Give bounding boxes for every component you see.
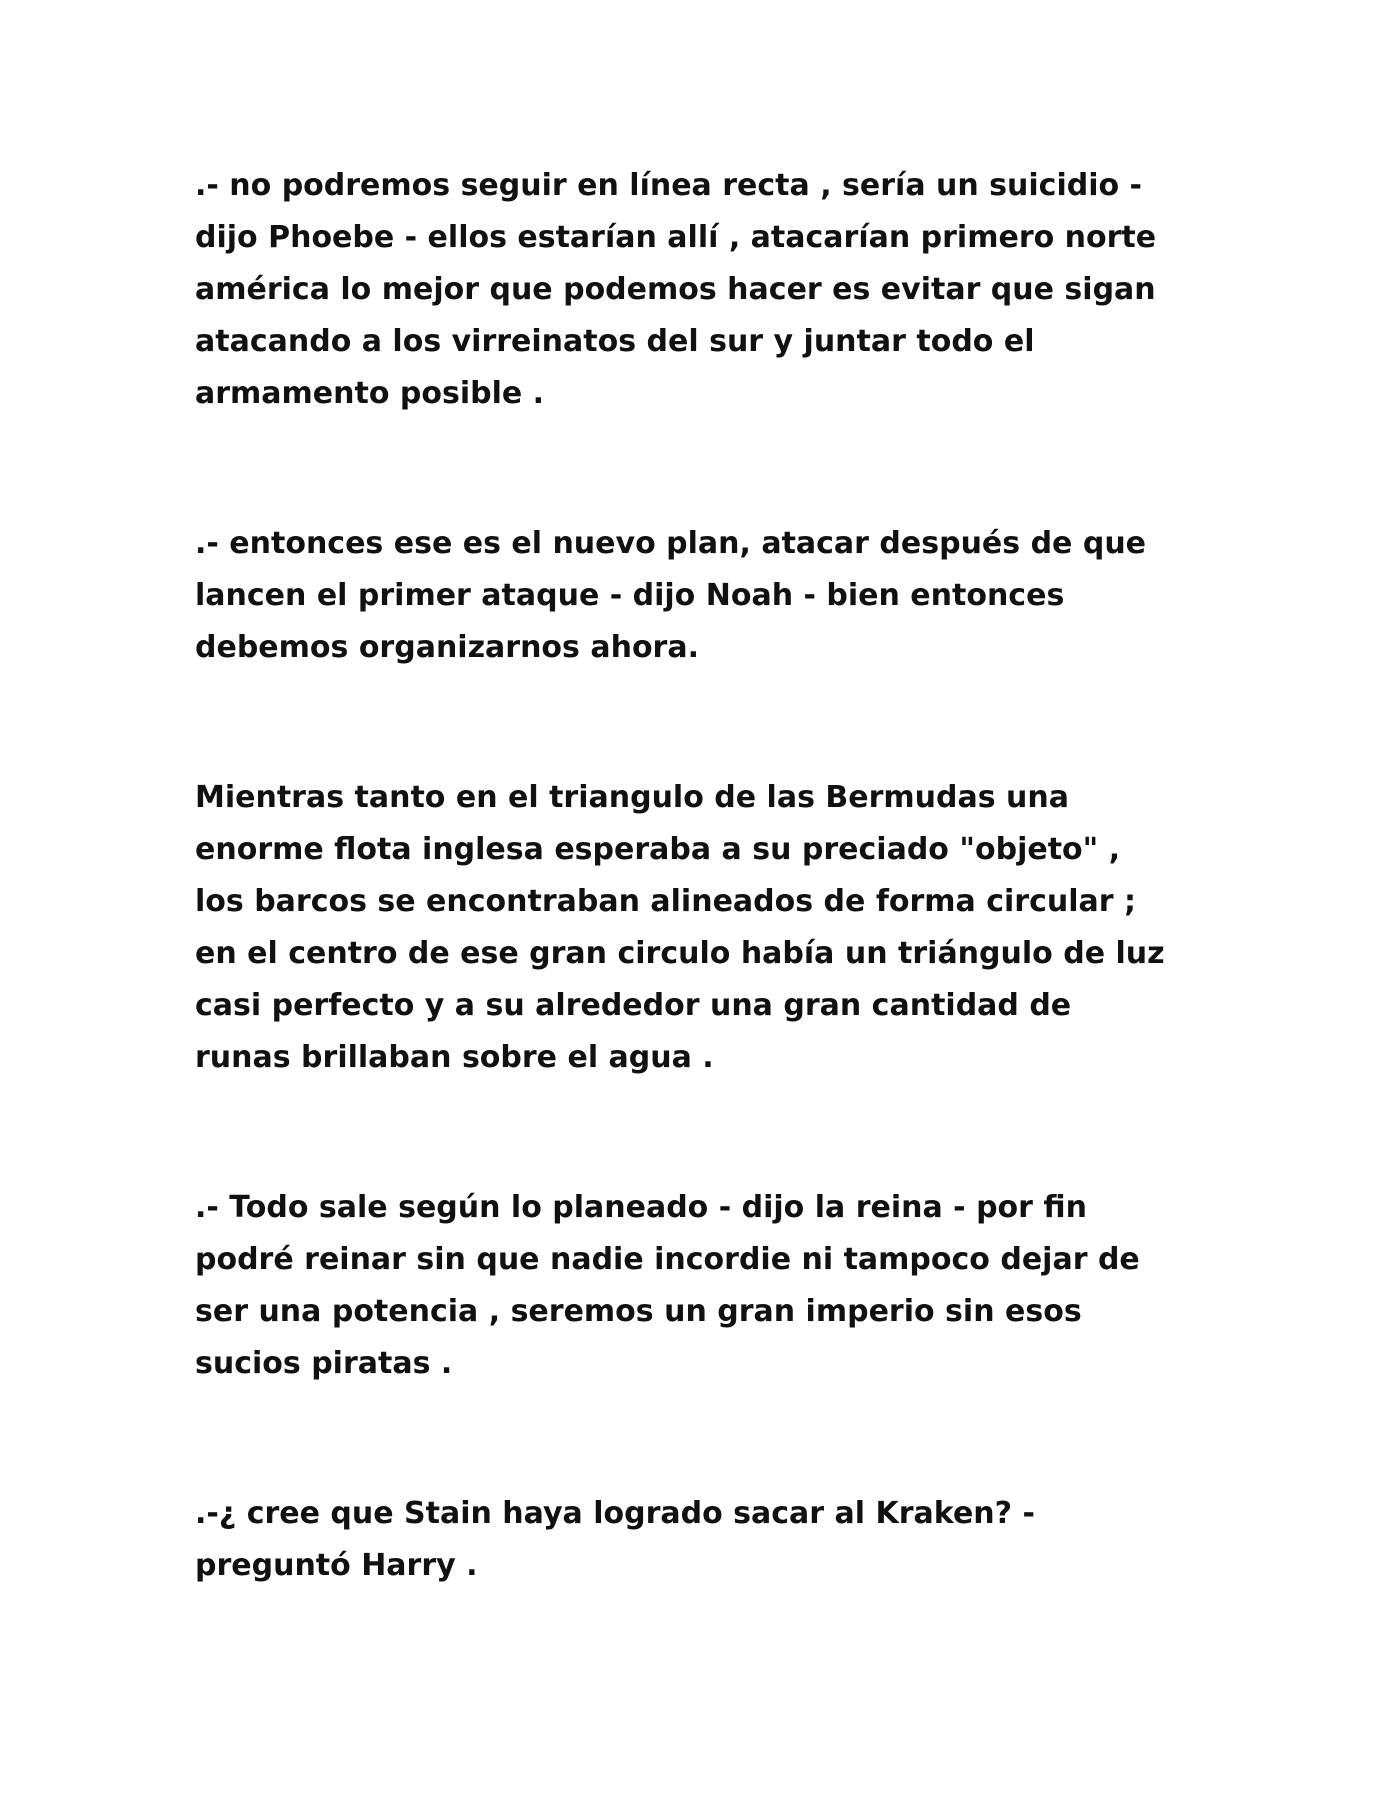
- text-line: américa lo mejor que podemos hacer es evitar que sigan: [195, 272, 1156, 307]
- text-line: debemos organizarnos ahora.: [195, 630, 699, 665]
- text-line: los barcos se encontraban alineados de forma circular ;: [195, 884, 1136, 919]
- text-line: casi perfecto y a su alrededor una gran cantidad de: [195, 988, 1072, 1023]
- text-line: Mientras tanto en el triangulo de las Bermudas una: [195, 780, 1069, 815]
- text-line: enorme flota inglesa esperaba a su preciado "objeto" ,: [195, 832, 1121, 867]
- text-line: lancen el primer ataque - dijo Noah - bien entonces: [195, 578, 1065, 613]
- paragraph-dialogue-harry: [195, 1488, 1215, 1592]
- text-line: sucios piratas .: [195, 1346, 453, 1381]
- paragraph-dialogue-reina: [195, 1182, 1215, 1390]
- text-line: runas brillaban sobre el agua .: [195, 1040, 714, 1075]
- text-line: armamento posible .: [195, 376, 545, 411]
- text-line: podré reinar sin que nadie incordie ni tampoco dejar de: [195, 1242, 1140, 1277]
- text-line: en el centro de ese gran circulo había un triángulo de luz: [195, 936, 1165, 971]
- text-line: .- entonces ese es el nuevo plan, atacar después de que: [195, 526, 1147, 561]
- paragraph-dialogue-phoebe: [195, 160, 1215, 420]
- paragraph-narration-bermudas: [195, 772, 1215, 1084]
- text-line: atacando a los virreinatos del sur y juntar todo el: [195, 324, 1035, 359]
- text-line: .-¿ cree que Stain haya logrado sacar al Kraken? -: [195, 1496, 1035, 1531]
- text-line: ser una potencia , seremos un gran imperio sin esos: [195, 1294, 1082, 1329]
- text-line: .- no podremos seguir en línea recta , sería un suicidio -: [195, 168, 1142, 203]
- text-line: dijo Phoebe - ellos estarían allí , atacarían primero norte: [195, 220, 1157, 255]
- text-line: .- Todo sale según lo planeado - dijo la reina - por fin: [195, 1190, 1087, 1225]
- paragraph-dialogue-noah: [195, 518, 1215, 674]
- text-line: preguntó Harry .: [195, 1548, 478, 1583]
